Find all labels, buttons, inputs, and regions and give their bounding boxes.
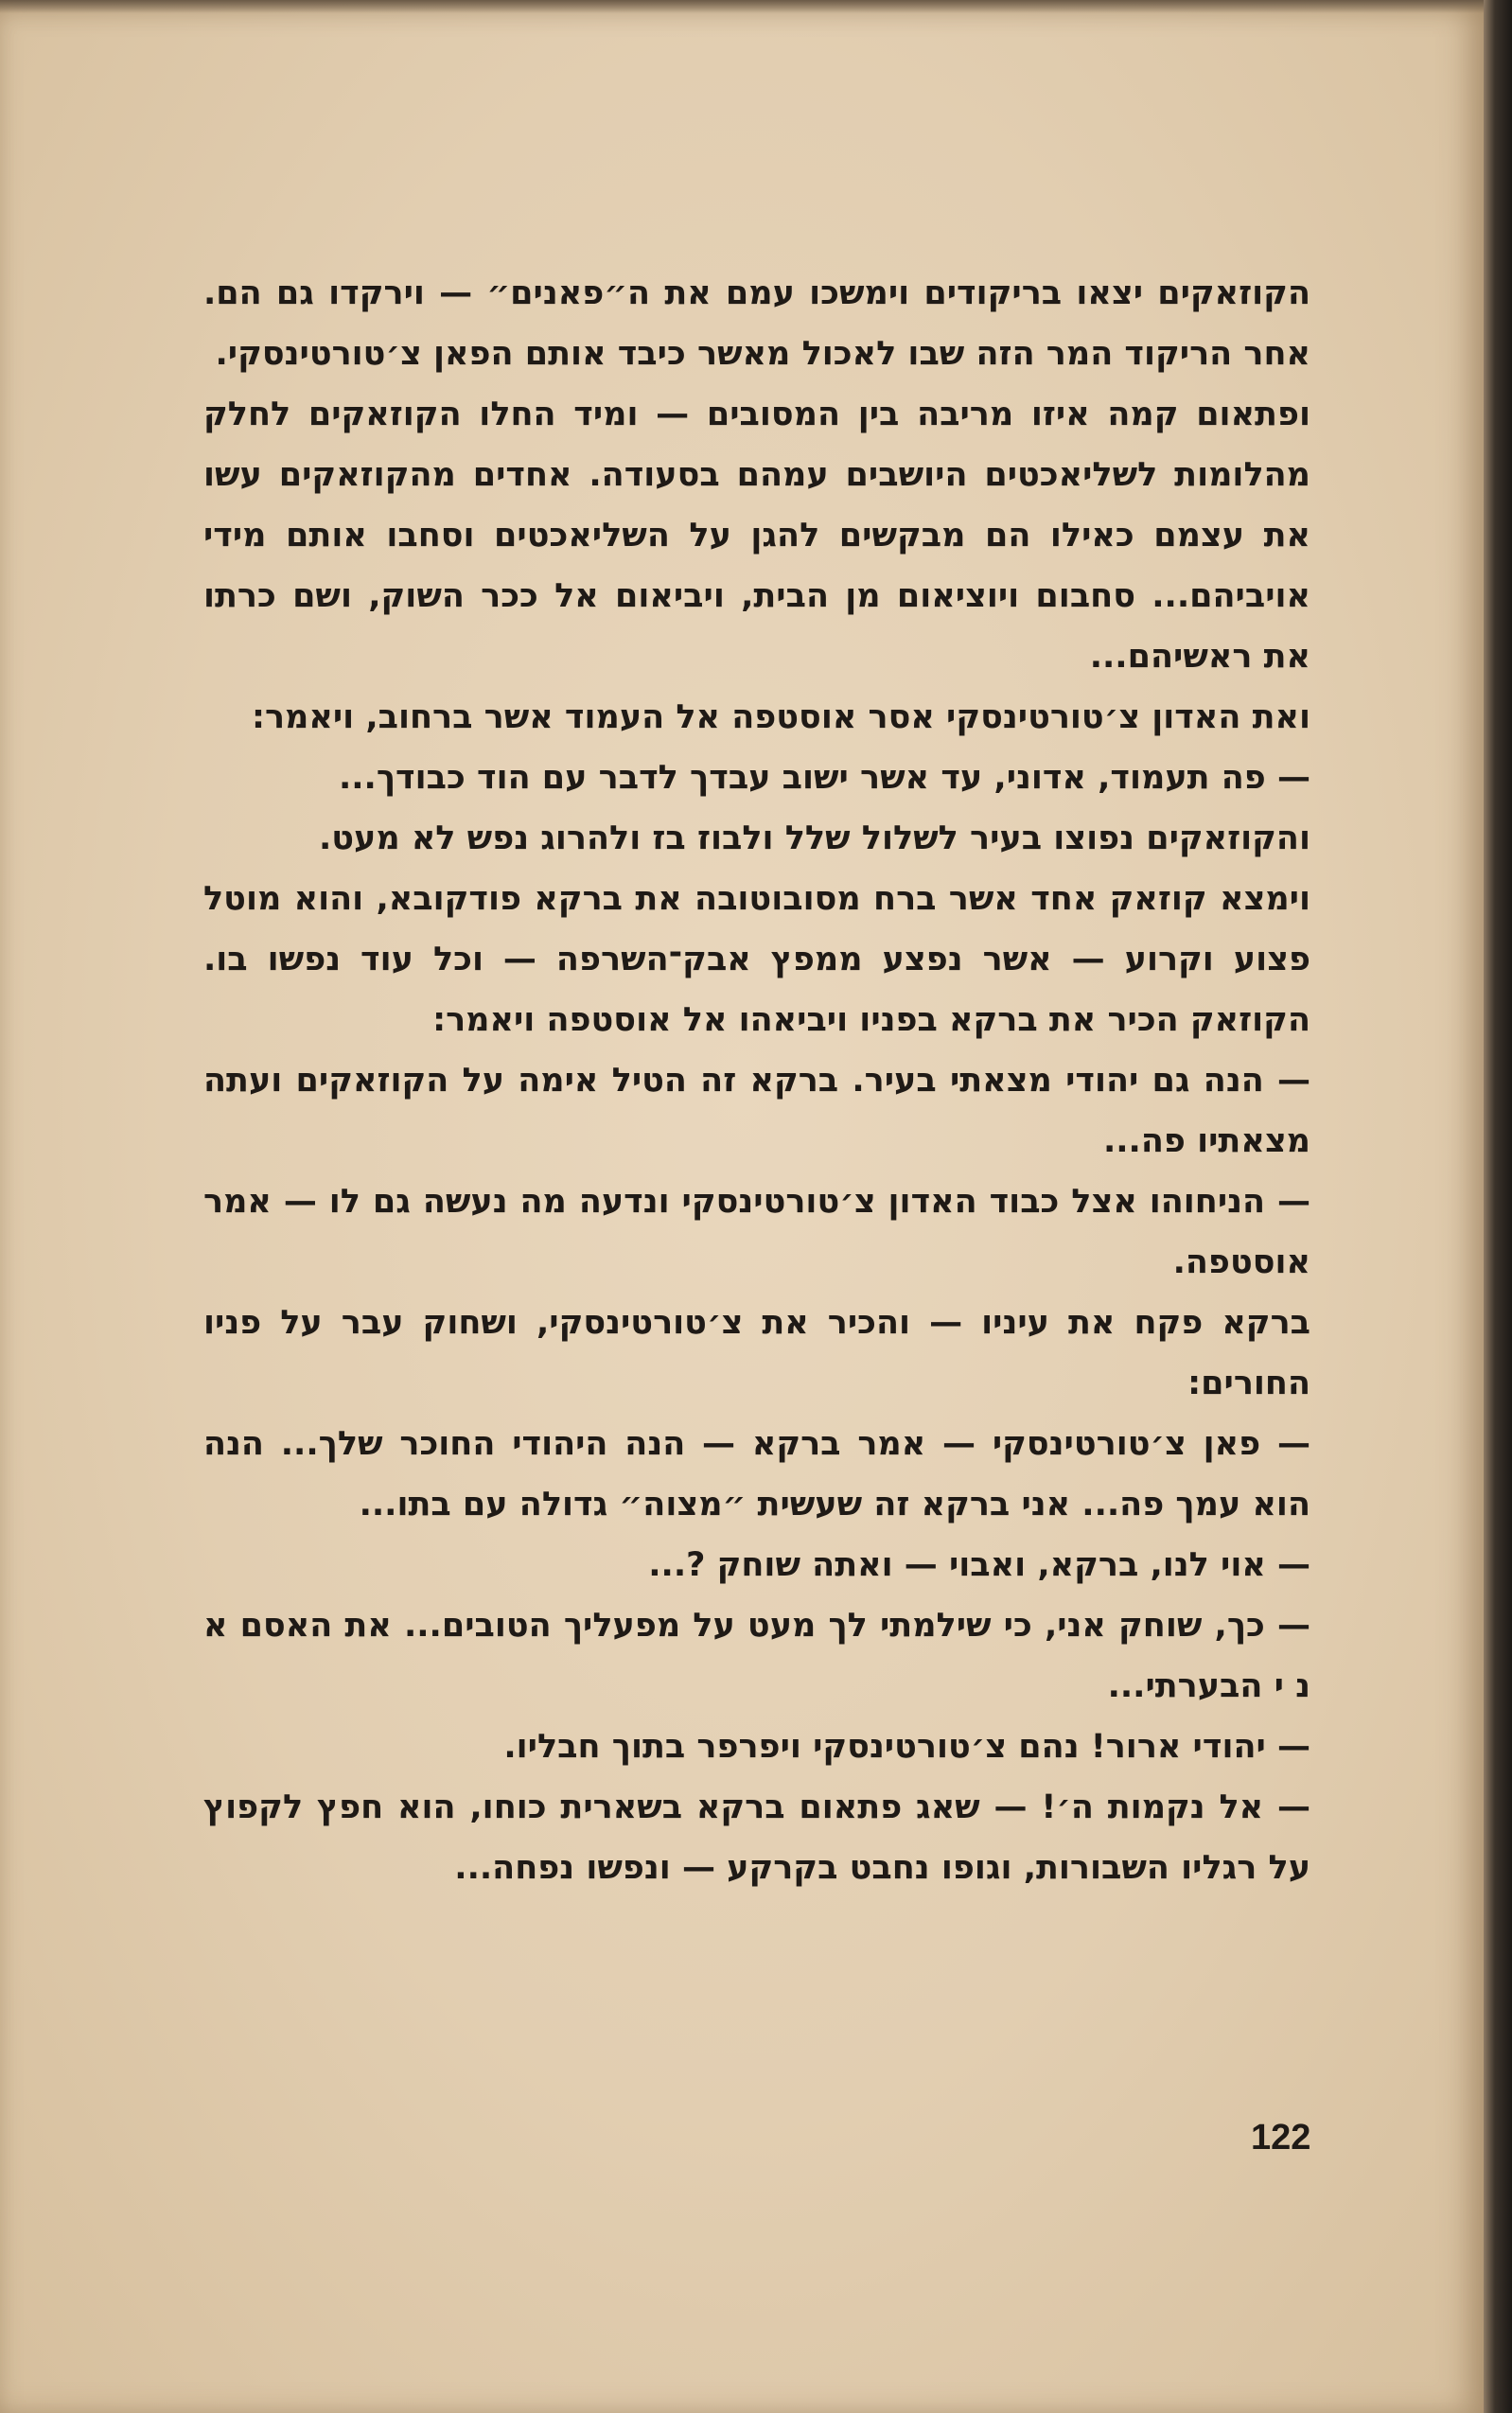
body-text	[203, 263, 1310, 1898]
book-spine-shadow	[1484, 0, 1512, 2413]
dialogue-line: — פה תעמוד, אדוני, עד אשר ישוב עבדך לדבר עם הוד כבודך...	[338, 759, 1310, 797]
dialogue-line: — יהודי ארור! נהם צ׳טורטינסקי ויפרפר בתוך חבליו.	[503, 1728, 1310, 1766]
paragraph: ואת האדון צ׳טורטינסקי אסר אוסטפה אל העמוד אשר ברחוב, ויאמר:	[251, 698, 1310, 736]
dialogue-line: — כך, שוחק אני, כי שילמתי לך מעט על מפעליך הטובים... את האסם א נ י הבערתי...	[203, 1607, 1310, 1705]
dialogue-line: — הניחוהו אצל כבוד האדון צ׳טורטינסקי ונדעה מה נעשה גם לו — אמר אוסטפה.	[203, 1183, 1310, 1281]
page-number: 122	[1251, 2118, 1311, 2158]
dialogue-line: — אוי לנו, ברקא, ואבוי — ואתה שוחק ?...	[648, 1546, 1310, 1584]
dialogue-line: — פאן צ׳טורטינסקי — אמר ברקא — הנה היהודי החוכר שלך... הנה הוא עמך פה... אני ברקא זה שעשית ״מצוה״ גדולה עם בתו...	[203, 1425, 1310, 1524]
paragraph: ופתאום קמה איזו מריבה בין המסובים — ומיד החלו הקוזאקים לחלק מהלומות לשליאכטים היושבים עמהם בסעודה. אחדים מהקוזאקים עשו את עצמם כאילו הם מבקשים להגן על השליאכטים וסחבו אותם מידי אויביהם... סחבום ויוציאום מן הבית, ויביאום אל ככר השוק, ושם כרתו את ראשיהם...	[203, 396, 1310, 676]
page-top-shadow	[0, 0, 1484, 13]
paragraph: ברקא פקח את עיניו — והכיר את צ׳טורטינסקי, ושחוק עבר על פניו החורים:	[203, 1304, 1310, 1402]
dialogue-line: — הנה גם יהודי מצאתי בעיר. ברקא זה הטיל אימה על הקוזאקים ועתה מצאתיו פה...	[203, 1062, 1310, 1160]
paragraph: והקוזאקים נפוצו בעיר לשלול שלל ולבוז בז ולהרוג נפש לא מעט.	[318, 819, 1310, 857]
paragraph: הקוזאקים יצאו בריקודים וימשכו עמם את ה״פאנים״ — וירקדו גם הם. אחר הריקוד המר הזה שבו לאכול מאשר כיבד אותם הפאן צ׳טורטינסקי.	[203, 274, 1310, 373]
dialogue-line: — אל נקמות ה׳! — שאג פתאום ברקא בשארית כוחו, הוא חפץ לקפוץ על רגליו השבורות, וגופו נחבט בקרקע — ונפשו נפחה...	[203, 1788, 1310, 1887]
paragraph: וימצא קוזאק אחד אשר ברח מסובוטובה את ברקא פודקובא, והוא מוטל פצוע וקרוע — אשר נפצע ממפץ אבק־השרפה — וכל עוד נפשו בו. הקוזאק הכיר את ברקא בפניו ויביאהו אל אוסטפה ויאמר:	[203, 880, 1310, 1039]
